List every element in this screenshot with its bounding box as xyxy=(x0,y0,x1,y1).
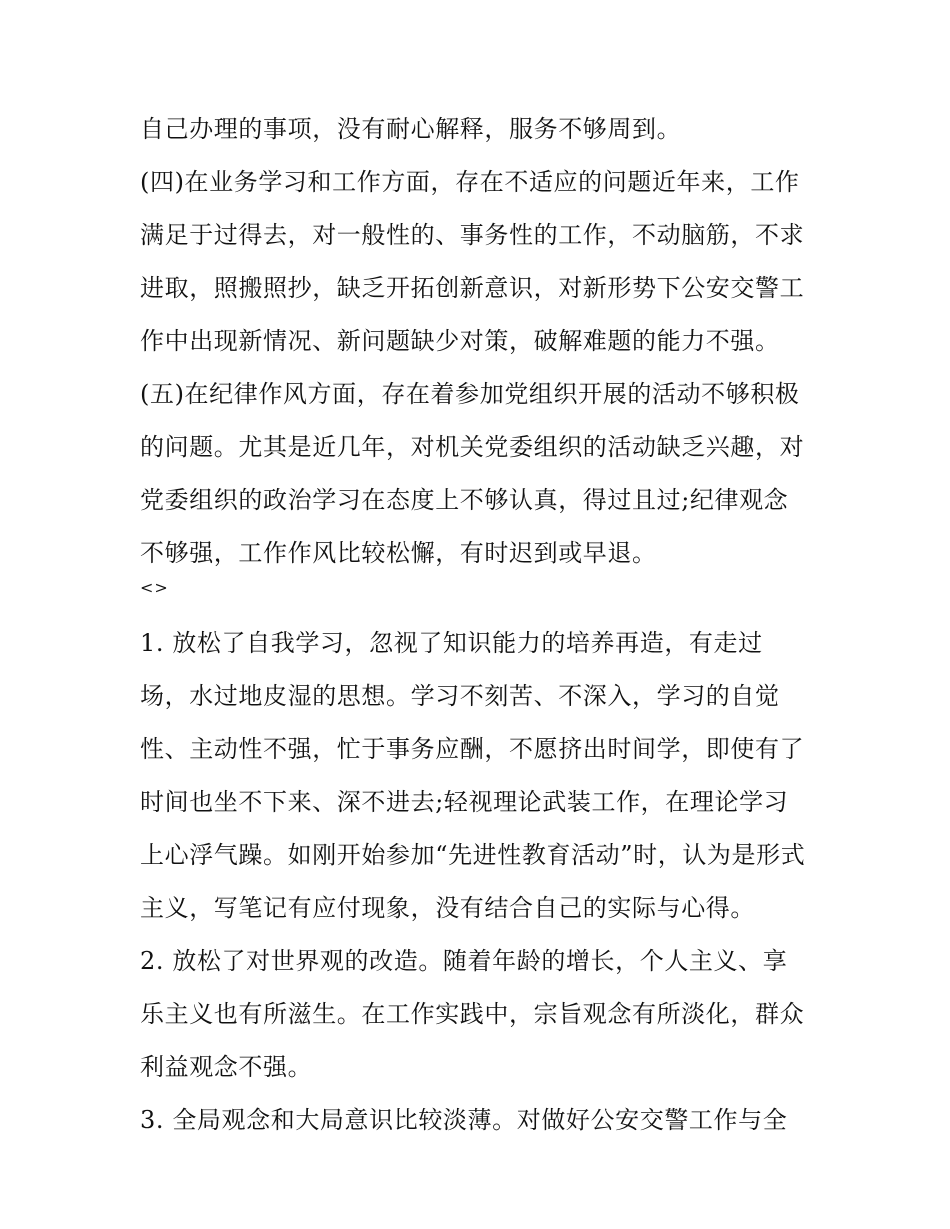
text-line-16: 主义，写笔记有应付现象，没有结合自己的实际与心得。 xyxy=(140,894,755,922)
text-line-1: 自己办理的事项，没有耐心解释，服务不够周到。 xyxy=(140,115,682,143)
text-line-9: 不够强，工作作风比较松懈，有时迟到或早退。 xyxy=(140,539,657,567)
text-line-11: 1. 放松了自我学习，忽视了知识能力的培养再造，有走过 xyxy=(140,629,763,657)
section-marker: <> xyxy=(140,578,169,597)
text-line-20: 3. 全局观念和大局意识比较淡薄。对做好公安交警工作与全 xyxy=(140,1106,788,1134)
text-line-7: 的问题。尤其是近几年，对机关党委组织的活动缺乏兴趣，对 xyxy=(140,433,805,461)
text-line-12: 场，水过地皮湿的思想。学习不刻苦、不深入，学习的自觉 xyxy=(140,682,780,710)
text-line-4: 进取，照搬照抄，缺乏开拓创新意识，对新形势下公安交警工 xyxy=(140,274,805,302)
text-line-8: 党委组织的政治学习在态度上不够认真，得过且过;纪律观念 xyxy=(140,486,789,514)
text-line-18: 乐主义也有所滋生。在工作实践中，宗旨观念有所淡化，群众 xyxy=(140,1000,805,1028)
text-line-6: (五)在纪律作风方面，存在着参加党组织开展的活动不够积极 xyxy=(140,380,800,408)
text-line-15: 上心浮气躁。如刚开始参加“先进性教育活动”时，认为是形式 xyxy=(140,841,806,869)
text-line-2: (四)在业务学习和工作方面，存在不适应的问题近年来，工作 xyxy=(140,168,800,196)
text-line-3: 满足于过得去，对一般性的、事务性的工作，不动脑筋，不求 xyxy=(140,221,805,249)
text-line-19: 利益观念不强。 xyxy=(140,1053,313,1081)
text-line-14: 时间也坐不下来、深不进去;轻视理论武装工作，在理论学习 xyxy=(140,788,789,816)
text-line-17: 2. 放松了对世界观的改造。随着年龄的增长，个人主义、享 xyxy=(140,947,788,975)
text-line-5: 作中出现新情况、新问题缺少对策，破解难题的能力不强。 xyxy=(140,327,780,355)
text-line-13: 性、主动性不强，忙于事务应酬，不愿挤出时间学，即使有了 xyxy=(140,735,805,763)
